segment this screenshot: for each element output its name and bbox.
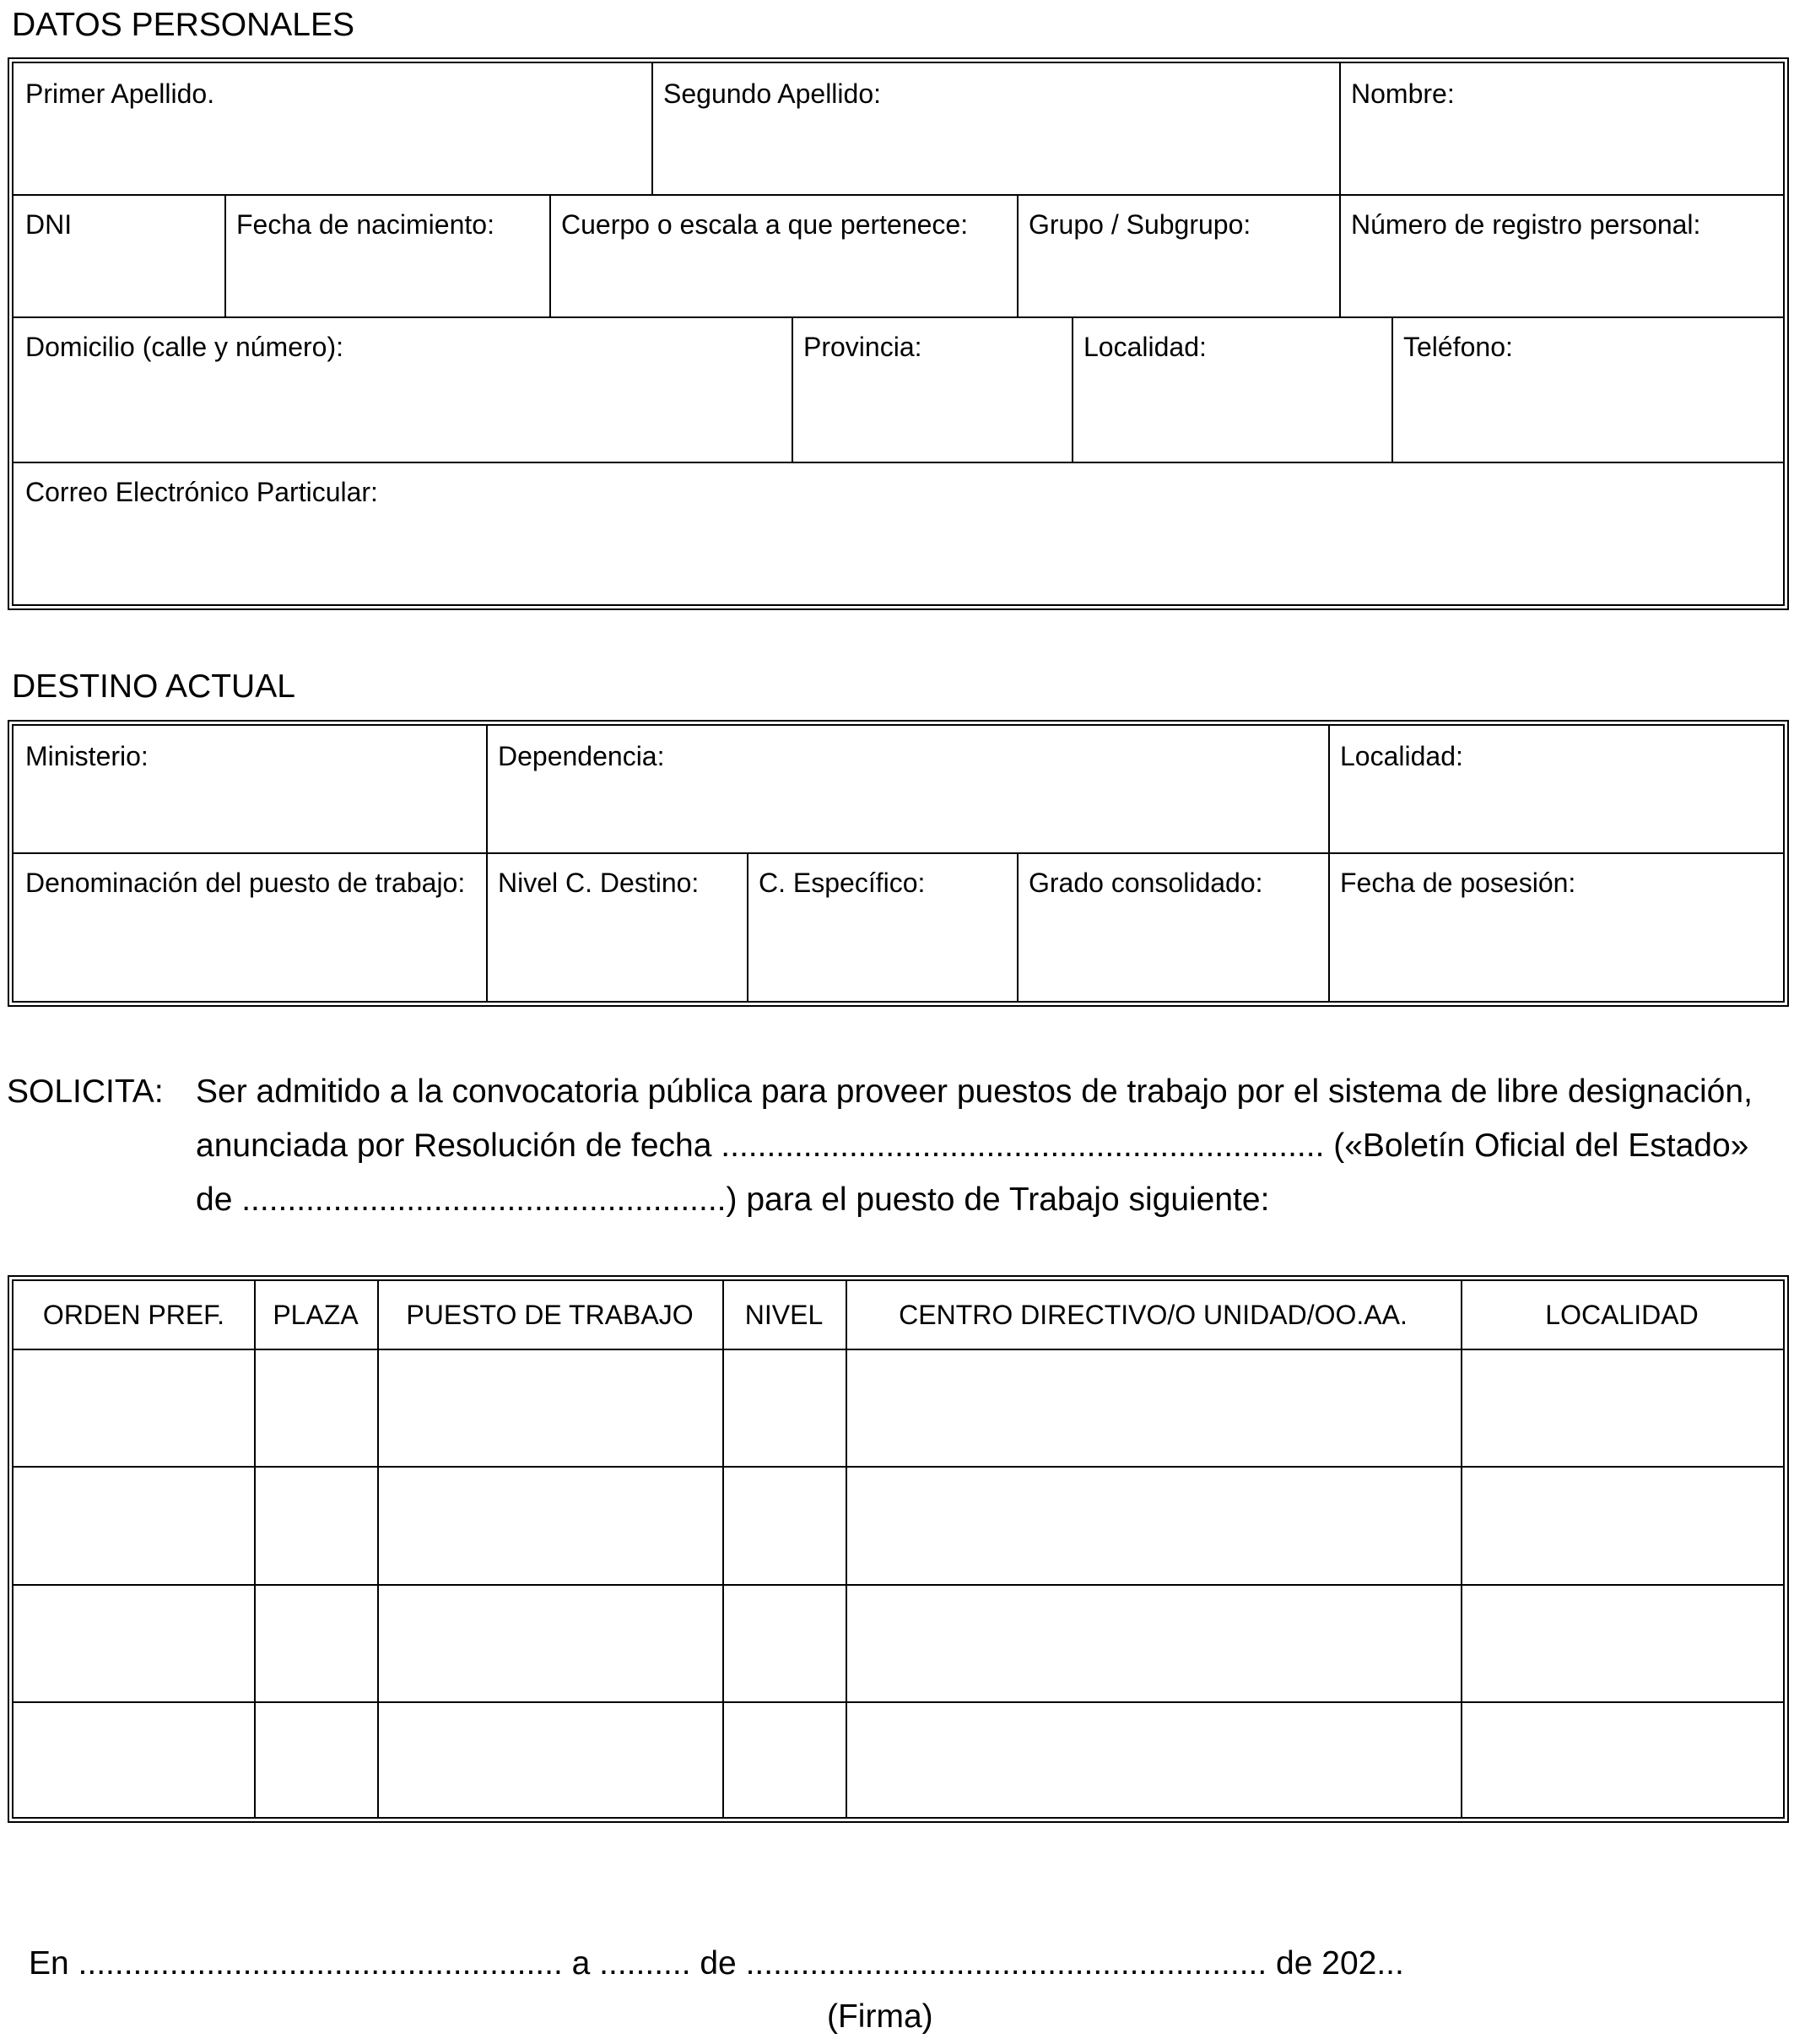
field-label: Denominación del puesto de trabajo: (25, 868, 466, 898)
field-nombre[interactable] (1339, 63, 1783, 194)
col-header-centro-directivo: CENTRO DIRECTIVO/O UNIDAD/OO.AA. (899, 1299, 1408, 1330)
date-place-line: En ..................................................... a .......... de ......................................................... de 202... (29, 1945, 1404, 1982)
solicita-label: SOLICITA: (7, 1073, 164, 1110)
col-header-puesto-trabajo: PUESTO DE TRABAJO (406, 1299, 694, 1330)
table-row[interactable] (14, 1466, 1783, 1584)
section-title-destino-actual: DESTINO ACTUAL (12, 668, 295, 705)
field-label: Dependencia: (498, 741, 665, 771)
section-title-datos-personales: DATOS PERSONALES (12, 7, 355, 43)
field-correo[interactable] (14, 462, 1783, 604)
field-destino-localidad[interactable] (1328, 726, 1783, 852)
field-label: Fecha de nacimiento: (236, 209, 494, 240)
field-label: Nombre: (1351, 78, 1455, 109)
field-denominacion-puesto[interactable] (14, 852, 486, 1001)
field-label: Localidad: (1083, 332, 1207, 362)
field-fecha-nacimiento[interactable] (224, 194, 549, 316)
field-label: Provincia: (803, 332, 922, 362)
destino-actual-box (12, 724, 1785, 1003)
puestos-table (12, 1279, 1785, 1819)
field-grado-consolidado[interactable] (1017, 852, 1328, 1001)
signature-label: (Firma) (827, 1998, 933, 2035)
field-provincia[interactable] (792, 316, 1072, 462)
field-label: Ministerio: (25, 741, 149, 771)
field-numero-registro[interactable] (1339, 194, 1783, 316)
datos-personales-box (12, 62, 1785, 606)
field-dependencia[interactable] (486, 726, 1328, 852)
field-segundo-apellido[interactable] (651, 63, 1339, 194)
field-label: Primer Apellido. (25, 78, 215, 109)
field-label: Teléfono: (1403, 332, 1513, 362)
field-primer-apellido[interactable] (14, 63, 651, 194)
field-label: C. Específico: (759, 868, 926, 898)
table-row[interactable] (14, 1349, 1783, 1466)
field-label: Cuerpo o escala a que pertenece: (561, 209, 969, 240)
col-header-orden-pref: ORDEN PREF. (42, 1299, 225, 1330)
field-label: Fecha de posesión: (1340, 868, 1576, 898)
field-domicilio[interactable] (14, 316, 792, 462)
field-label: Nivel C. Destino: (498, 868, 700, 898)
table-row[interactable] (14, 1701, 1783, 1817)
field-nivel-destino[interactable] (486, 852, 747, 1001)
field-localidad[interactable] (1072, 316, 1391, 462)
field-label: Localidad: (1340, 741, 1463, 771)
field-label: Número de registro personal: (1351, 209, 1701, 240)
table-row[interactable] (14, 1584, 1783, 1701)
field-label: Grado consolidado: (1029, 868, 1263, 898)
field-ministerio[interactable] (14, 726, 486, 852)
col-header-nivel: NIVEL (744, 1299, 824, 1330)
solicita-line-1: Ser admitido a la convocatoria pública para proveer puestos de trabajo por el sistema de libre designación, (196, 1073, 1753, 1110)
field-cuerpo-escala[interactable] (549, 194, 1017, 316)
field-grupo-subgrupo[interactable] (1017, 194, 1339, 316)
field-label: Correo Electrónico Particular: (25, 477, 378, 507)
field-telefono[interactable] (1391, 316, 1783, 462)
field-dni[interactable] (14, 194, 224, 316)
col-header-plaza: PLAZA (273, 1299, 359, 1330)
col-header-localidad: LOCALIDAD (1545, 1299, 1699, 1330)
solicita-line-3: de .....................................................) para el puesto de Trabajo siguiente: (196, 1182, 1270, 1218)
field-label: Domicilio (calle y número): (25, 332, 343, 362)
field-label: DNI (25, 209, 73, 240)
field-label: Grupo / Subgrupo: (1029, 209, 1251, 240)
field-complemento-especifico[interactable] (747, 852, 1017, 1001)
field-fecha-posesion[interactable] (1328, 852, 1783, 1001)
solicita-line-2: anunciada por Resolución de fecha .................................................................. («Boletín Oficial del Estado» (196, 1127, 1749, 1164)
field-label: Segundo Apellido: (663, 78, 881, 109)
